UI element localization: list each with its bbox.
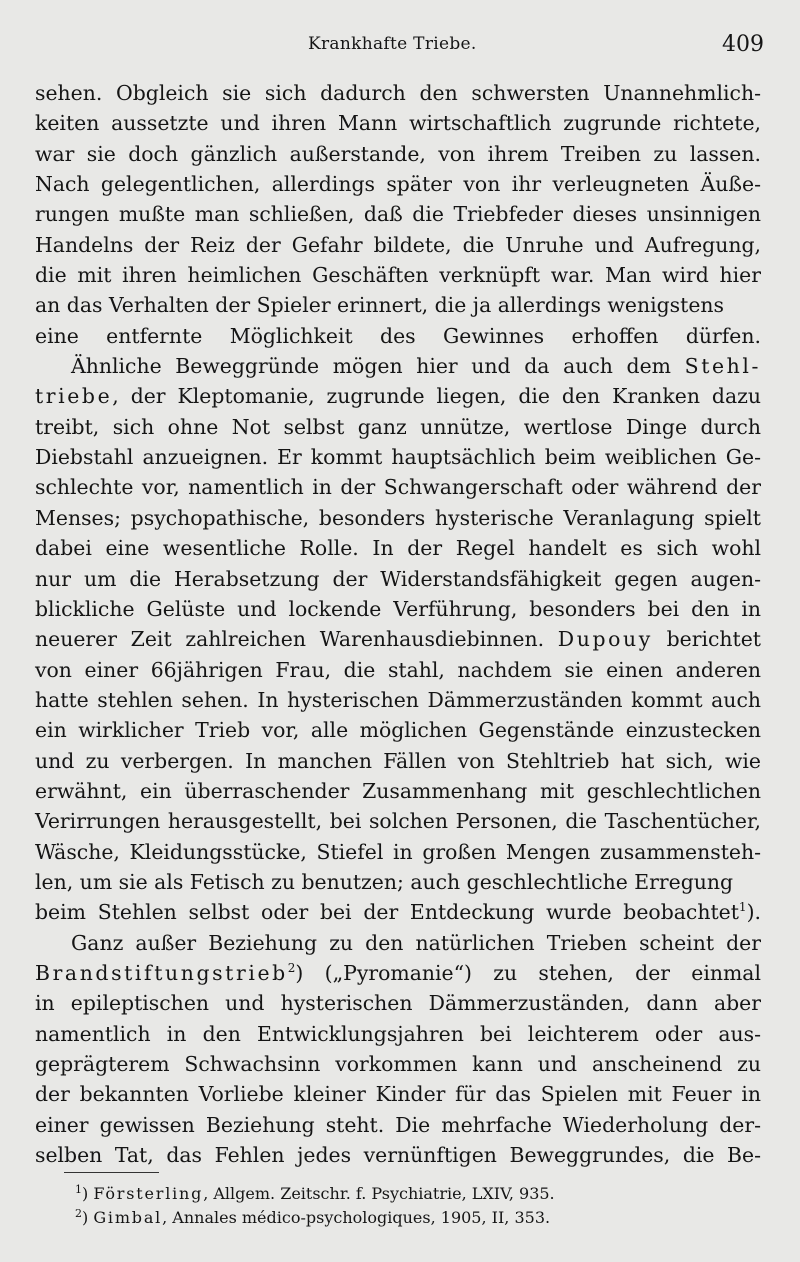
running-title: Krankhafte Triebe. [308, 34, 477, 54]
text-line: von einer 66jährigen Frau, die stahl, nachdem sie einen anderen [35, 657, 761, 682]
spaced-emphasis: Brandstiftungstrieb [35, 960, 288, 985]
text-line: Diebstahl anzueignen. Er kommt hauptsächlich beim weiblichen Ge- [35, 445, 761, 470]
text-line: Ähnliche Beweggründe mögen hier und da auch dem Stehl- [71, 354, 761, 379]
text-line: rungen mußte man schließen, daß die Triebfeder dieses unsinnigen [35, 202, 761, 227]
footnote-ref: 1 [738, 900, 747, 915]
text-line: Nach gelegentlichen, allerdings später von ihr verleugneten Äuße- [35, 172, 761, 197]
text-line: die mit ihren heimlichen Geschäften verknüpft war. Man wird hier [35, 263, 761, 288]
footnotes [75, 1182, 695, 1230]
text-line: Handelns der Reiz der Gefahr bildete, die Unruhe und Aufregung, [35, 232, 761, 257]
text-line: nur um die Herabsetzung der Widerstandsfähigkeit gegen augen- [35, 566, 761, 591]
text-line: hatte stehlen sehen. In hysterischen Dämmerzuständen kommt auch [35, 687, 761, 712]
footnote-ref: 2 [287, 960, 296, 975]
text-line: selben Tat, das Fehlen jedes vernünftigen Beweggrundes, die Be- [35, 1143, 761, 1168]
footnote-mark: 2 [75, 1207, 82, 1220]
text-line: und zu verbergen. In manchen Fällen von Stehltrieb hat sich, wie [35, 748, 761, 773]
text-line: triebe, der Kleptomanie, zugrunde liegen, die den Kranken dazu [35, 384, 761, 409]
text-line: blickliche Gelüste und lockende Verführung, besonders bei den in [35, 596, 761, 621]
footnote-mark: 1 [75, 1183, 82, 1196]
text-line: der bekannten Vorliebe kleiner Kinder für das Spielen mit Feuer in [35, 1082, 761, 1107]
text-line: Verirrungen herausgestellt, bei solchen Personen, die Taschentücher, [35, 809, 761, 834]
text-line: sehen. Obgleich sie sich dadurch den schwersten Unannehmlich- [35, 81, 761, 105]
text-line: dabei eine wesentliche Rolle. In der Regel handelt es sich wohl [35, 536, 761, 561]
text-line: eine entfernte Möglichkeit des Gewinnes erhoffen dürfen. [35, 323, 761, 348]
text-line: ein wirklicher Trieb vor, alle möglichen Gegenstände einzustecken [35, 718, 761, 743]
text-line: an das Verhalten der Spieler erinnert, die ja allerdings wenigstens [35, 293, 724, 318]
text-line: neuerer Zeit zahlreichen Warenhausdiebinnen. Dupouy berichtet [35, 627, 761, 652]
spaced-emphasis: Dupouy [557, 627, 653, 652]
text-line: in epileptischen und hysterischen Dämmerzuständen, dann aber [35, 991, 761, 1016]
text-line: keiten aussetzte und ihren Mann wirtschaftlich zugrunde richtete, [35, 111, 761, 136]
text-line: beim Stehlen selbst oder bei der Entdeckung wurde beobachtet$^1$). [35, 900, 761, 925]
text-line: war sie doch gänzlich außerstande, von ihrem Treiben zu lassen. [35, 141, 761, 166]
text-line: len, um sie als Fetisch zu benutzen; auch geschlechtliche Erregung [35, 869, 734, 894]
text-line: Menses; psychopathische, besonders hysterische Veranlagung spielt [35, 505, 761, 530]
footnote-rule [64, 1172, 159, 1173]
text-line: erwähnt, ein überraschender Zusammenhang mit geschlechtlichen [35, 778, 761, 803]
text-line: einer gewissen Beziehung steht. Die mehrfache Wiederholung der- [35, 1112, 761, 1137]
spaced-emphasis: Stehl- [684, 354, 761, 379]
page-header [0, 32, 800, 62]
text-line: Ganz außer Beziehung zu den natürlichen Trieben scheint der [71, 930, 761, 955]
text-line: geprägterem Schwachsinn vorkommen kann und anscheinend zu [35, 1052, 761, 1076]
text-line: namentlich in den Entwicklungsjahren bei leichterem oder aus- [35, 1021, 761, 1046]
footnote: $^2$) Gimbal, Annales médico-psychologiques, 1905, II, 353. [75, 1207, 551, 1227]
footnote-author: Gimbal [93, 1208, 163, 1227]
footnote-author: Försterling [93, 1184, 204, 1203]
text-line: schlechte vor, namentlich in der Schwangerschaft oder während der [35, 475, 761, 500]
footnote: $^1$) Försterling, Allgem. Zeitschr. f. Psychiatrie, LXIV, 935. [75, 1183, 555, 1203]
page-number: 409 [722, 32, 764, 57]
body-text [35, 78, 761, 1170]
spaced-emphasis: triebe [35, 384, 113, 409]
text-line: Brandstiftungstrieb$^2$) („Pyromanie“) zu stehen, der einmal [35, 960, 761, 985]
text-line: Wäsche, Kleidungsstücke, Stiefel in großen Mengen zusammensteh- [35, 839, 761, 864]
text-line: treibt, sich ohne Not selbst ganz unnütze, wertlose Dinge durch [35, 414, 761, 439]
